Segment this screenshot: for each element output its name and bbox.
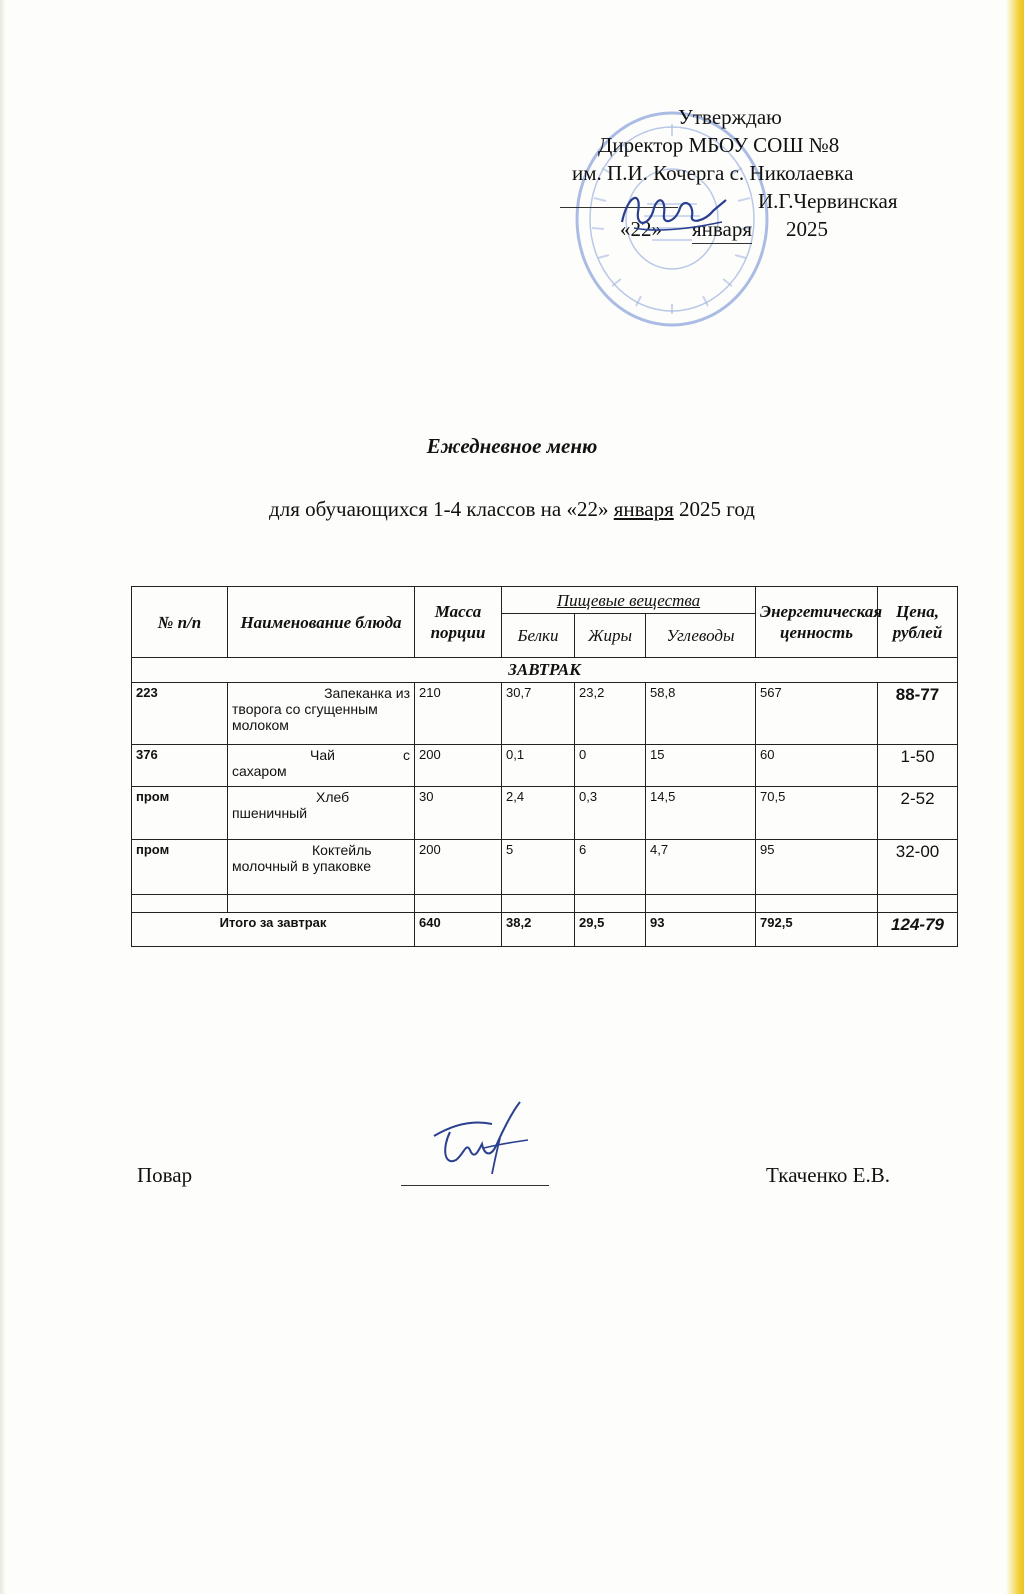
- row-dish: Чай с сахаром: [228, 745, 415, 787]
- total-energy: 792,5: [756, 913, 878, 947]
- director-signature: [614, 182, 734, 242]
- header-dish: Наименование блюда: [228, 587, 415, 658]
- section-row: [132, 658, 958, 683]
- row-protein: 0,1: [502, 745, 575, 787]
- row-mass: 210: [415, 683, 502, 745]
- cook-signature-line: [401, 1185, 549, 1186]
- row-carbs: 14,5: [646, 787, 756, 840]
- header-num: № п/п: [132, 587, 228, 658]
- header-price: Цена, рублей: [878, 587, 958, 658]
- header-nutrients: [502, 587, 756, 614]
- row-energy: 60: [756, 745, 878, 787]
- table-row: [132, 683, 958, 745]
- row-dish: Хлеб пшеничный: [228, 787, 415, 840]
- total-mass: 640: [415, 913, 502, 947]
- row-energy: 567: [756, 683, 878, 745]
- total-row: [132, 913, 958, 947]
- row-mass: 200: [415, 745, 502, 787]
- section-breakfast: ЗАВТРАК: [132, 658, 958, 683]
- scan-edge-left: [0, 0, 6, 1594]
- row-protein: 2,4: [502, 787, 575, 840]
- row-fat: 0,3: [575, 787, 646, 840]
- row-code: 223: [132, 683, 228, 745]
- total-fat: 29,5: [575, 913, 646, 947]
- row-price: 88-77: [878, 683, 958, 745]
- header-carbs: Углеводы: [646, 614, 756, 658]
- row-protein: 30,7: [502, 683, 575, 745]
- approval-heading: Утверждаю: [678, 105, 782, 129]
- row-carbs: 58,8: [646, 683, 756, 745]
- row-mass: 30: [415, 787, 502, 840]
- row-energy: 95: [756, 840, 878, 895]
- row-code: пром: [132, 840, 228, 895]
- scan-edge-right: [1006, 0, 1024, 1594]
- row-mass: 200: [415, 840, 502, 895]
- table-row-empty: [132, 895, 958, 913]
- row-protein: 5: [502, 840, 575, 895]
- row-energy: 70,5: [756, 787, 878, 840]
- header-mass: Масса порции: [415, 587, 502, 658]
- row-code: пром: [132, 787, 228, 840]
- row-dish: Коктейль молочный в упаковке: [228, 840, 415, 895]
- header-fat: Жиры: [575, 614, 646, 658]
- table-header-row: [132, 587, 958, 614]
- row-fat: 6: [575, 840, 646, 895]
- subtitle-suffix: 2025 год: [679, 497, 755, 521]
- total-label: Итого за завтрак: [132, 913, 415, 947]
- cook-signature: [404, 1098, 544, 1178]
- cook-name: Ткаченко Е.В.: [766, 1163, 891, 1187]
- approval-year: 2025: [786, 217, 828, 241]
- table-row: [132, 840, 958, 895]
- row-fat: 0: [575, 745, 646, 787]
- total-price: 124-79: [878, 913, 958, 947]
- row-fat: 23,2: [575, 683, 646, 745]
- row-price: 1-50: [878, 745, 958, 787]
- approval-name: И.Г.Червинская: [758, 189, 898, 213]
- row-carbs: 15: [646, 745, 756, 787]
- row-dish: Запеканка из творога со сгущенным молоком: [228, 683, 415, 745]
- subtitle-prefix: для обучающихся 1-4 классов на «22»: [269, 497, 609, 521]
- header-protein: Белки: [502, 614, 575, 658]
- approval-month: января: [692, 215, 752, 244]
- total-carbs: 93: [646, 913, 756, 947]
- row-price: 32-00: [878, 840, 958, 895]
- row-code: 376: [132, 745, 228, 787]
- table-row: [132, 787, 958, 840]
- subtitle-month: января: [613, 497, 674, 521]
- approval-day: «22»: [620, 217, 662, 241]
- header-nutrients-label: Пищевые вещества: [556, 590, 701, 610]
- row-price: 2-52: [878, 787, 958, 840]
- approval-school: им. П.И. Кочерга с. Николаевка: [572, 161, 854, 185]
- total-protein: 38,2: [502, 913, 575, 947]
- header-energy: Энергетическая ценность: [756, 587, 878, 658]
- document-title: Ежедневное меню: [426, 434, 598, 458]
- cook-role: Повар: [137, 1163, 193, 1187]
- row-carbs: 4,7: [646, 840, 756, 895]
- table-row: [132, 745, 958, 787]
- approval-position: Директор МБОУ СОШ №8: [598, 133, 840, 157]
- document-subtitle: [0, 497, 1024, 522]
- menu-table: [131, 586, 958, 947]
